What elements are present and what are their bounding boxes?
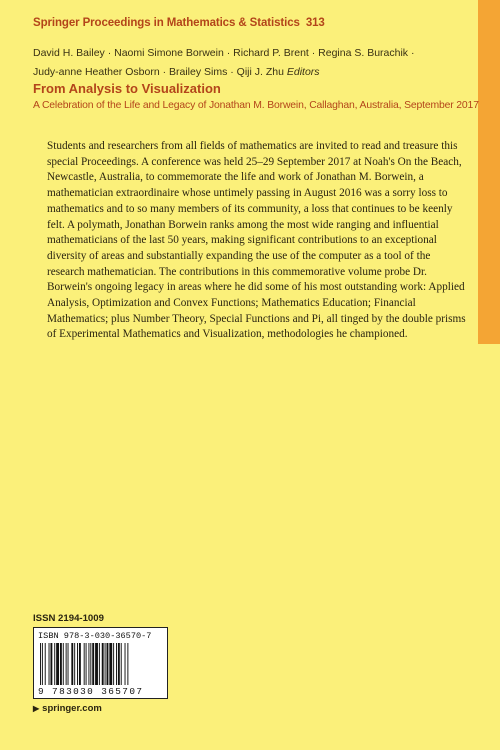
barcode-bar bbox=[60, 643, 62, 685]
editors-line-2-names: Judy-anne Heather Osborn · Brailey Sims · Qiji J. Zhu bbox=[33, 66, 284, 78]
isbn-barcode-box bbox=[33, 627, 168, 699]
orange-edge-strip bbox=[478, 0, 500, 344]
editors-line-2 bbox=[33, 63, 473, 82]
editors-label: Editors bbox=[286, 66, 320, 78]
barcode-bar bbox=[116, 643, 117, 685]
issn-label: ISSN 2194-1009 bbox=[33, 613, 104, 624]
series-heading bbox=[33, 17, 325, 29]
barcode-bar bbox=[102, 643, 104, 685]
editors-block bbox=[33, 44, 473, 82]
barcode-bar bbox=[99, 643, 100, 685]
barcode-bar bbox=[109, 643, 112, 685]
barcode-bar bbox=[90, 643, 91, 685]
barcode-bar bbox=[125, 643, 126, 685]
barcode-bar bbox=[54, 643, 55, 685]
barcode-bar bbox=[118, 643, 120, 685]
series-name: Springer Proceedings in Mathematics & Statistics bbox=[33, 17, 300, 29]
barcode-bar bbox=[42, 643, 43, 685]
barcode-bar bbox=[68, 643, 69, 685]
barcode-graphic bbox=[38, 643, 164, 685]
barcode-bar bbox=[66, 643, 67, 685]
barcode-bar bbox=[121, 643, 122, 685]
book-title: From Analysis to Visualization bbox=[33, 81, 221, 96]
barcode-bar bbox=[74, 643, 75, 685]
barcode-bar bbox=[86, 643, 87, 685]
barcode-bar bbox=[105, 643, 106, 685]
barcode-bar bbox=[77, 643, 78, 685]
barcode-bar bbox=[49, 643, 50, 685]
website-link[interactable] bbox=[33, 703, 102, 714]
isbn-label: ISBN 978-3-030-36570-7 bbox=[38, 631, 152, 641]
triangle-right-icon: ▶ bbox=[33, 704, 40, 713]
ean-digits: 9 783030 365707 bbox=[38, 686, 144, 697]
barcode-bar bbox=[107, 643, 109, 685]
barcode-bar bbox=[63, 643, 64, 685]
barcode-bar bbox=[45, 643, 46, 685]
barcode-bar bbox=[79, 643, 81, 685]
website-text: springer.com bbox=[42, 703, 102, 714]
editors-line-1: David H. Bailey · Naomi Simone Borwein · Richard P. Brent · Regina S. Burachik · bbox=[33, 47, 415, 59]
barcode-bar bbox=[127, 643, 128, 685]
barcode-bar bbox=[113, 643, 114, 685]
book-blurb: Students and researchers from all fields of mathematics are invited to read and treasure this special Proceedings. A conference was held 25–29 September 2017 at Noah's On the Beach, Newcastle, Australia, to commemorate the life and work of Jonathan M. Borwein, a mathematician extraordinaire whose untimely passing in August 2016 was a sorry loss to mathematics and to so many members of its community, a loss that continues to be keenly felt. A polymath, Jonathan Borwein ranks among the most wide ranging and influential mathematicians of the last 50 years, making significant contributions to an exceptional diversity of areas and substantially expanding the use of the computer as a tool of the research mathematician. The contributions in this commemorative volume probe Dr. Borwein's ongoing legacy in areas where he did some of his most outstanding work: Applied Analysis, Optimization and Convex Functions; Mathematics Education; Financial Mathematics; plus Number Theory, Special Functions and Pi, all tinged by the double prisms of Experimental Mathematics and Visualization, methodologies he championed. bbox=[47, 140, 466, 341]
barcode-bar bbox=[56, 643, 59, 685]
barcode-bar bbox=[71, 643, 73, 685]
book-subtitle: A Celebration of the Life and Legacy of Jonathan M. Borwein, Callaghan, Australia, September 2017 bbox=[33, 100, 479, 111]
barcode-bar bbox=[84, 643, 85, 685]
barcode-bar bbox=[92, 643, 94, 685]
barcode-bar bbox=[50, 643, 52, 685]
series-volume: 313 bbox=[305, 17, 325, 29]
barcode-bar bbox=[95, 643, 98, 685]
barcode-bar bbox=[40, 643, 41, 685]
barcode-bar bbox=[88, 643, 89, 685]
